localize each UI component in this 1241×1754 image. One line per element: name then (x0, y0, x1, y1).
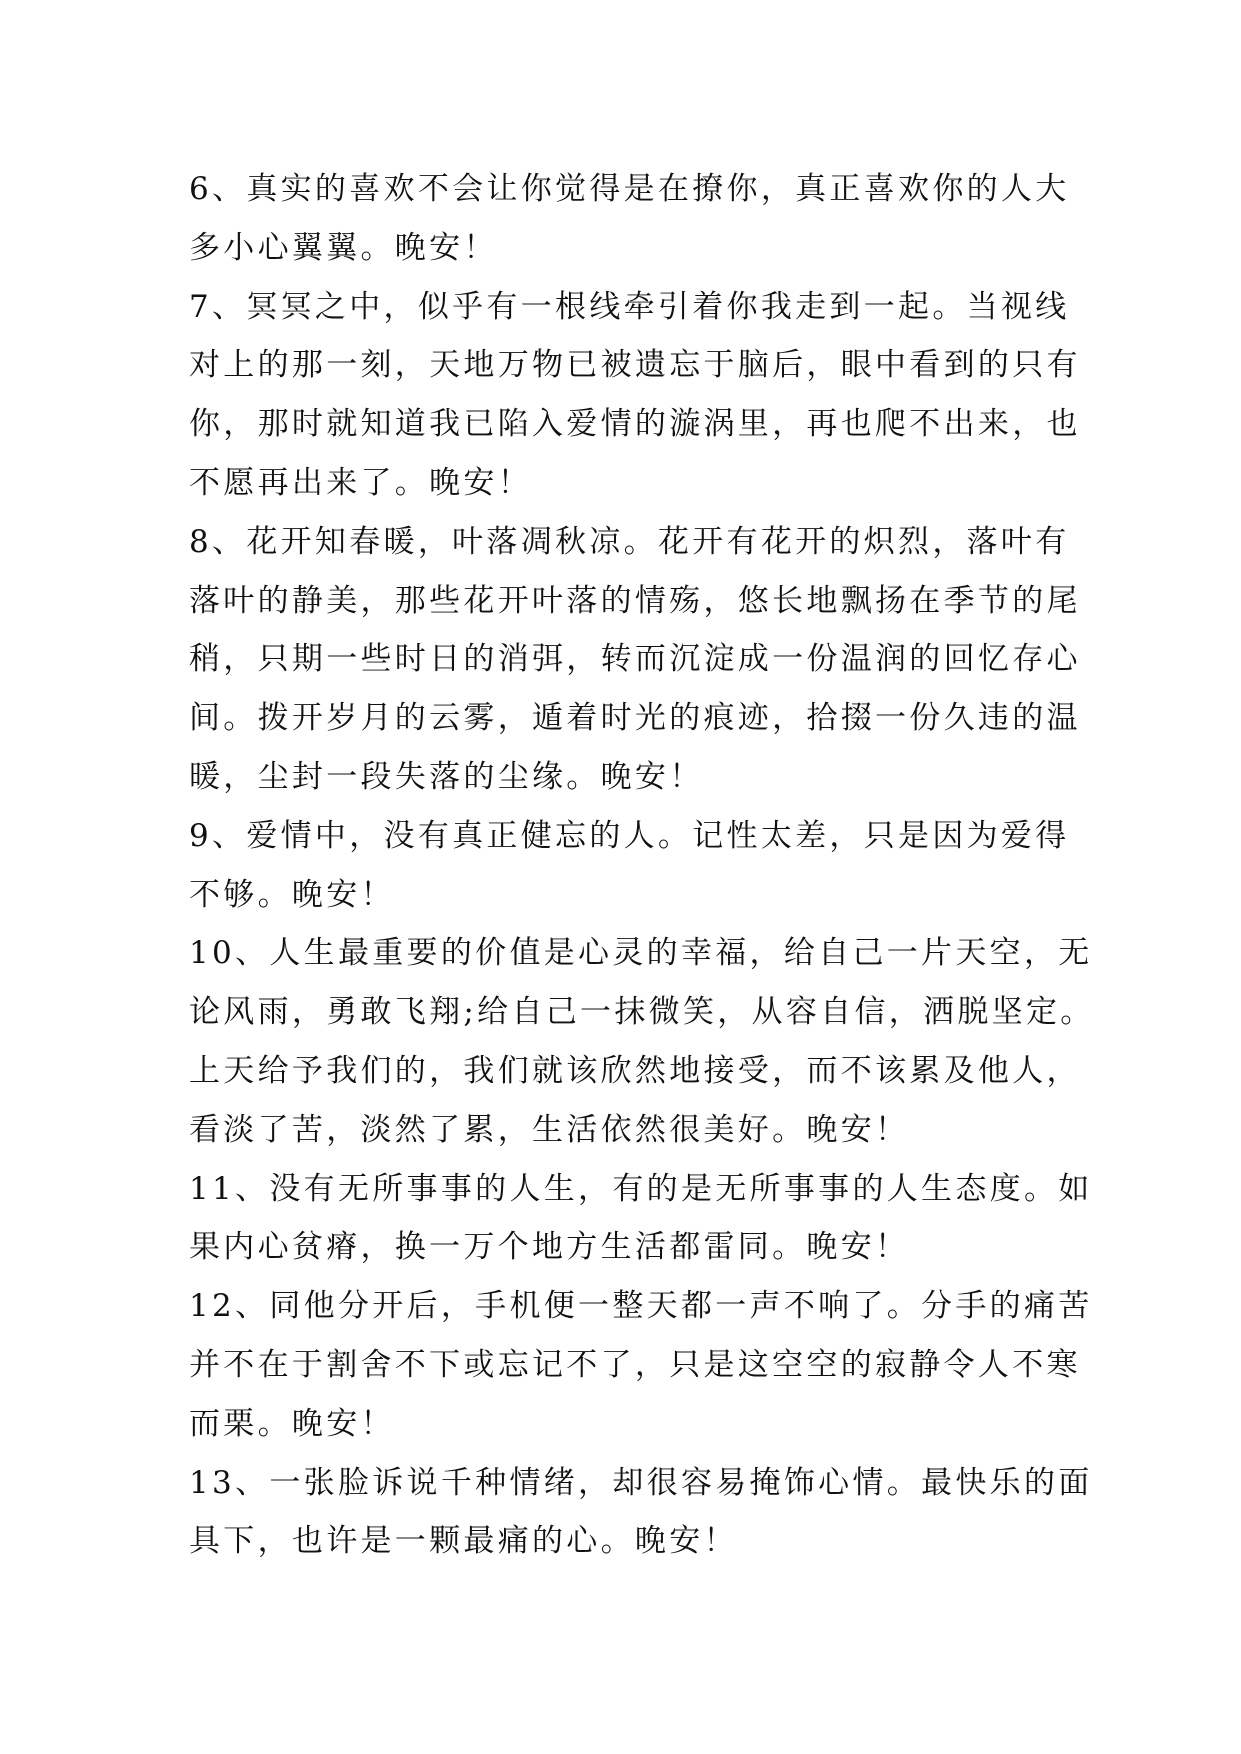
text-line: 10、人生最重要的价值是心灵的幸福，给自己一片天空，无 (189, 935, 1093, 972)
text-line: 稍，只期一些时日的消弭，转而沉淀成一份温润的回忆存心 (189, 641, 1081, 678)
text-line: 7、冥冥之中，似乎有一根线牵引着你我走到一起。当视线 (189, 288, 1070, 325)
text-line: 暖，尘封一段失落的尘缘。晚安！ (189, 758, 704, 795)
text-line: 看淡了苦，淡然了累，生活依然很美好。晚安！ (189, 1111, 910, 1148)
text-line: 论风雨，勇敢飞翔;给自己一抹微笑，从容自信，洒脱坚定。 (189, 994, 1095, 1031)
text-line: 上天给予我们的，我们就该欣然地接受，而不该累及他人， (189, 1052, 1081, 1089)
text-line: 13、一张脸诉说千种情绪，却很容易掩饰心情。最快乐的面 (189, 1464, 1093, 1501)
text-line: 9、爱情中，没有真正健忘的人。记性太差，只是因为爱得 (189, 817, 1070, 854)
text-line: 你，那时就知道我已陷入爱情的漩涡里，再也爬不出来，也 (189, 406, 1081, 443)
text-line: 间。拨开岁月的云雾，遁着时光的痕迹，拾掇一份久违的温 (189, 700, 1081, 737)
text-line: 落叶的静美，那些花开叶落的情殇，悠长地飘扬在季节的尾 (189, 582, 1081, 619)
text-line: 而栗。晚安！ (189, 1405, 395, 1442)
text-line: 不愿再出来了。晚安！ (189, 464, 532, 501)
text-line: 果内心贫瘠，换一万个地方生活都雷同。晚安！ (189, 1229, 910, 1266)
text-line: 11、没有无所事事的人生，有的是无所事事的人生态度。如 (189, 1170, 1093, 1207)
text-line: 8、花开知春暖，叶落凋秋凉。花开有花开的炽烈，落叶有 (189, 523, 1070, 560)
text-line: 6、真实的喜欢不会让你觉得是在撩你，真正喜欢你的人大 (189, 171, 1070, 207)
text-line: 并不在于割舍不下或忘记不了，只是这空空的寂静令人不寒 (189, 1346, 1081, 1383)
text-line: 具下，也许是一颗最痛的心。晚安！ (189, 1523, 738, 1560)
text-line: 多小心翼翼。晚安！ (189, 229, 498, 266)
text-line: 不够。晚安！ (189, 876, 395, 913)
text-line: 对上的那一刻，天地万物已被遗忘于脑后，眼中看到的只有 (189, 347, 1081, 384)
text-line: 12、同他分开后，手机便一整天都一声不响了。分手的痛苦 (189, 1288, 1093, 1325)
document-body (189, 160, 1095, 1571)
